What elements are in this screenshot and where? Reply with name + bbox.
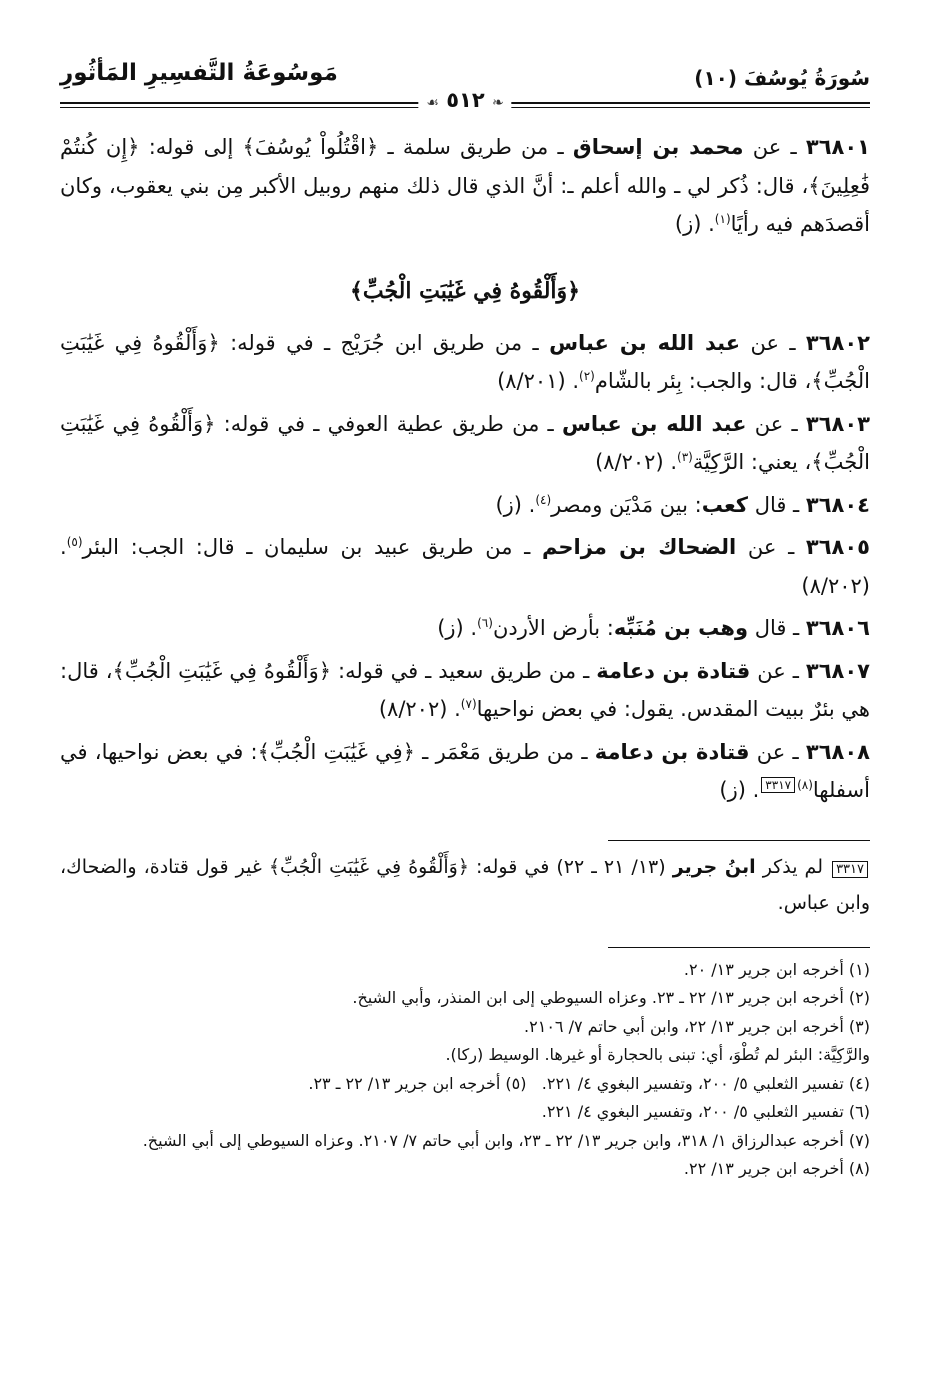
narrator: عبد الله بن عباس <box>561 411 747 436</box>
footnote: (٣) أخرجه ابن جرير ١٣/ ٢٢، وابن أبي حاتم ٧/ ٢١٠٦. <box>524 1016 870 1036</box>
surah-title: سُورَةُ يُوسُفَ (١٠) <box>694 66 870 90</box>
narrator: قتادة بن دعامة <box>594 739 750 764</box>
commentary-author: ابنُ جرير <box>672 855 756 878</box>
verse-heading: ﴿وَأَلْقُوهُ فِي غَيَٰبَتِ الْجُبِّ﴾ <box>349 277 581 304</box>
footnote-ref[interactable]: (٢) <box>579 369 595 383</box>
footnote-ref[interactable]: (٥) <box>66 535 83 549</box>
commentary-mark[interactable]: ٣٣١٧ <box>761 777 795 793</box>
footnote-ref[interactable]: (٤) <box>535 492 552 507</box>
entry-number: ٣٦٨٠٨ <box>805 739 870 764</box>
footnote: (١) أخرجه ابن جرير ١٣/ ٢٠. <box>683 959 870 979</box>
entry-36803: ٣٦٨٠٣ ـ عن عبد الله بن عباس ـ من طريق عطية العوفي ـ في قوله: ﴿وَأَلْقُوهُ فِي غَيَٰبَتِ الْجُبِّ﴾، يعني: الرَّكِيَّة$^{(٣)}$. (٨/٢٠٢) <box>60 411 870 474</box>
entry-number: ٣٦٨٠٥ <box>805 535 870 559</box>
entry-36805: ٣٦٨٠٥ ـ عن الضحاك بن مزاحم ـ من طريق عبيد بن سليمان ـ قال: الجب: البئر$^{(٥)}$. (٨/٢٠٢) <box>60 535 870 598</box>
footnote-ref[interactable]: (١) <box>714 212 731 226</box>
footnote-ref[interactable]: (٦) <box>477 616 493 630</box>
entry-number: ٣٦٨٠٦ <box>805 616 870 640</box>
entry-36804: ٣٦٨٠٤ ـ قال كعب: بين مَدْيَن ومصر$^{(٤)}$. (ز) <box>495 492 870 517</box>
entry-36808: ٣٦٨٠٨ ـ عن قتادة بن دعامة ـ من طريق مَعْمَر ـ ﴿فِي غَيَٰبَتِ الْجُبِّ﴾: في بعض نواحيها، في أسفلها$^{(٨)٣٣١٧}$. (ز) <box>60 739 870 802</box>
narrator: وهب بن مُنَبِّه <box>613 616 749 640</box>
footnote: (٨) أخرجه ابن جرير ١٣/ ٢٢. <box>683 1159 870 1178</box>
footnote: (٦) تفسير الثعلبي ٥/ ٢٠٠، وتفسير البغوي ٤/ ٢٢١. <box>541 1102 870 1121</box>
entry-36806: ٣٦٨٠٦ ـ قال وهب بن مُنَبِّه: بأرض الأردن$^{(٦)}$. (ز) <box>437 616 870 640</box>
entry-36802: ٣٦٨٠٢ ـ عن عبد الله بن عباس ـ من طريق ابن جُرَيْج ـ في قوله: ﴿وَأَلْقُوهُ فِي غَيَٰبَتِ الْجُبِّ﴾، قال: والجب: بِئر بالشّام$^{(٢)}$. (٨/٢٠١) <box>60 330 870 393</box>
page-header <box>60 58 870 128</box>
entry-number: ٣٦٨٠١ <box>805 135 870 159</box>
footnote-ref[interactable]: (٧) <box>460 697 477 711</box>
footnote-ref[interactable]: (٨) <box>797 778 813 792</box>
footnotes <box>60 956 870 1184</box>
ornament-icon: ❧ <box>491 95 504 111</box>
narrator: محمد بن إسحاق <box>572 135 744 159</box>
narrator: كعب <box>701 492 749 517</box>
narrator: قتادة بن دعامة <box>596 658 751 683</box>
entry-number: ٣٦٨٠٢ <box>805 330 870 355</box>
commentary-note: ٣٣١٧ لم يذكر ابنُ جرير (١٣/ ٢١ ـ ٢٢) في قوله: ﴿وَأَلْقُوهُ فِي غَيَٰبَتِ الْجُبِّ﴾ غير قول قتادة، والضحاك، وابن عباس. <box>60 855 870 914</box>
commentary-divider <box>608 840 870 841</box>
footnote: (٤) تفسير الثعلبي ٥/ ٢٠٠، وتفسير البغوي ٤/ ٢٢١. (٥) أخرجه ابن جرير ١٣/ ٢٢ ـ ٢٣. <box>308 1073 870 1093</box>
footnote-ref[interactable]: (٣) <box>677 450 693 464</box>
footnote: (٧) أخرجه عبدالرزاق ١/ ٣١٨، وابن جرير ١٣/ ٢٢ ـ ٢٣، وابن أبي حاتم ٧/ ٢١٠٧. وعزاه السيوطي إلى أبي الشيخ. <box>142 1130 870 1150</box>
commentary-mark: ٣٣١٧ <box>832 861 868 878</box>
entry-number: ٣٦٨٠٣ <box>805 411 870 436</box>
entry-36807: ٣٦٨٠٧ ـ عن قتادة بن دعامة ـ من طريق سعيد ـ في قوله: ﴿وَأَلْقُوهُ فِي غَيَٰبَتِ الْجُبِّ﴾، قال: هي بئرٌ ببيت المقدس. يقول: في بعض نواحيها$^{(٧)}$. (٨/٢٠٢) <box>60 658 870 721</box>
page <box>60 58 870 1184</box>
footnotes-divider <box>608 947 870 948</box>
ornament-icon: ☙ <box>426 95 439 111</box>
footnote: والرَّكِيَّة: البئر لم تُطْوَ، أي: تبنى بالحجارة أو غيرها. الوسيط (ركا). <box>445 1045 870 1064</box>
narrator: الضحاك بن مزاحم <box>541 535 737 559</box>
book-title: مَوسُوعَةُ التَّفسِيرِ المَأثُورِ <box>60 60 338 86</box>
footnote: (٢) أخرجه ابن جرير ١٣/ ٢٢ ـ ٢٣. وعزاه السيوطي إلى ابن المنذر، وأبي الشيخ. <box>352 988 870 1007</box>
page-number: ❧ ٥١٢ ☙ <box>418 88 511 112</box>
entry-36801: ٣٦٨٠١ ـ عن محمد بن إسحاق ـ من طريق سلمة ـ ﴿اقْتُلُواْ يُوسُفَ﴾ إلى قوله: ﴿إِن كُنتُمْ فَٰعِلِينَ﴾، قال: ذُكر لي ـ والله أعلم ـ: أنَّ الذي قال ذلك منهم روبيل الأكبر مِن بني يعقوب، وكان أقصدَهم فيه رأيًا$^{(١)}$. (ز) <box>60 135 870 236</box>
entry-number: ٣٦٨٠٧ <box>805 658 870 683</box>
narrator: عبد الله بن عباس <box>549 330 741 355</box>
entry-number: ٣٦٨٠٤ <box>805 492 870 517</box>
